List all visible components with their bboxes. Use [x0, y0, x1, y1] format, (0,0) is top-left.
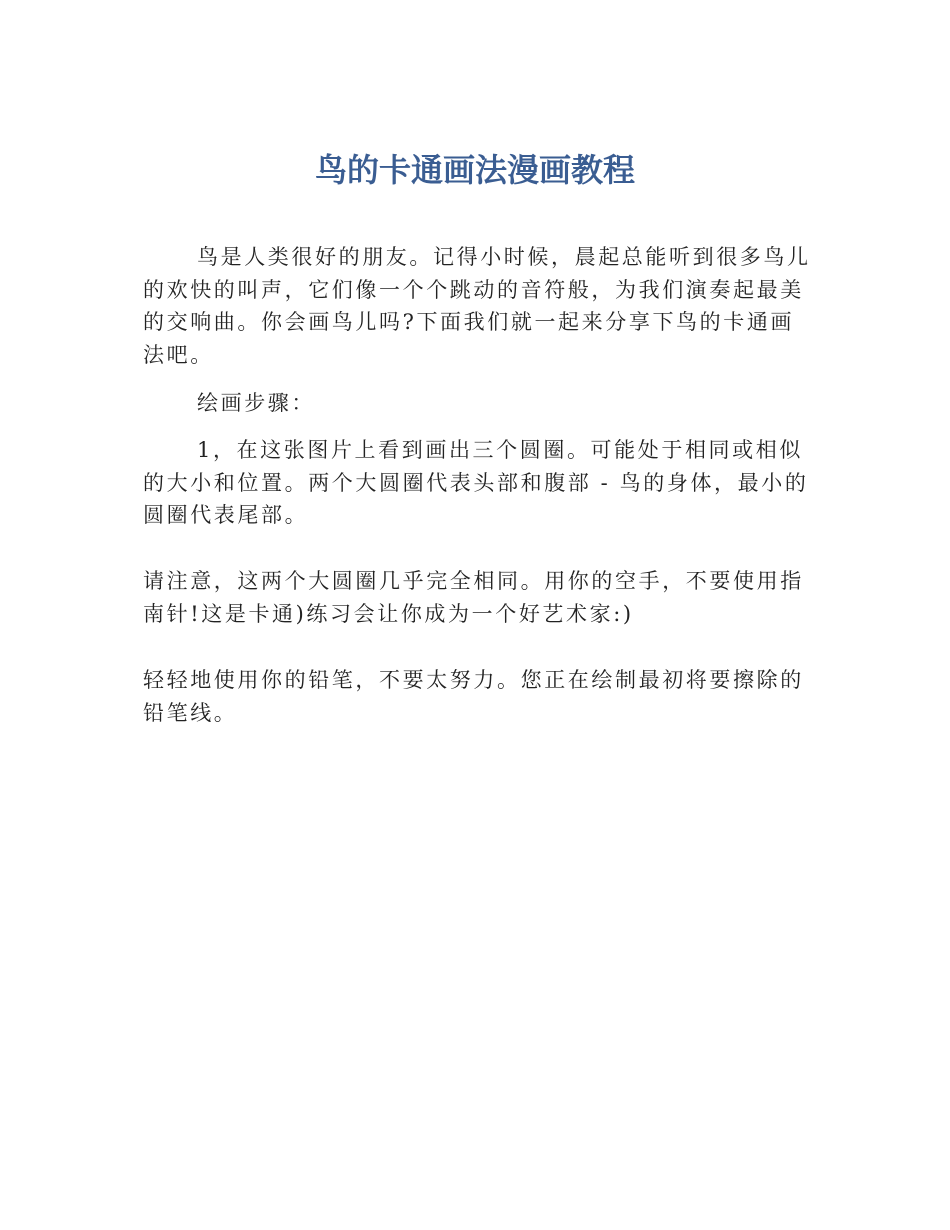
note-paragraph: 请注意，这两个大圆圈几乎完全相同。用你的空手，不要使用指南针!这是卡通)练习会让你成为一个好艺术家:) [143, 569, 804, 626]
document-title: 鸟的卡通画法漫画教程 [314, 151, 635, 189]
step-1-paragraph: 1，在这张图片上看到画出三个圆圈。可能处于相同或相似的大小和位置。两个大圆圈代表头部和腹部 - 鸟的身体，最小的圆圈代表尾部。 [143, 438, 809, 527]
steps-heading: 绘画步骤： [197, 391, 315, 415]
pencil-paragraph: 轻轻地使用你的铅笔，不要太努力。您正在绘制最初将要擦除的铅笔线。 [143, 668, 804, 725]
intro-paragraph: 鸟是人类很好的朋友。记得小时候，晨起总能听到很多鸟儿的欢快的叫声，它们像一个个跳动的音符般，为我们演奏起最美的交响曲。你会画鸟儿吗?下面我们就一起来分享下鸟的卡通画法吧。 [143, 245, 811, 367]
